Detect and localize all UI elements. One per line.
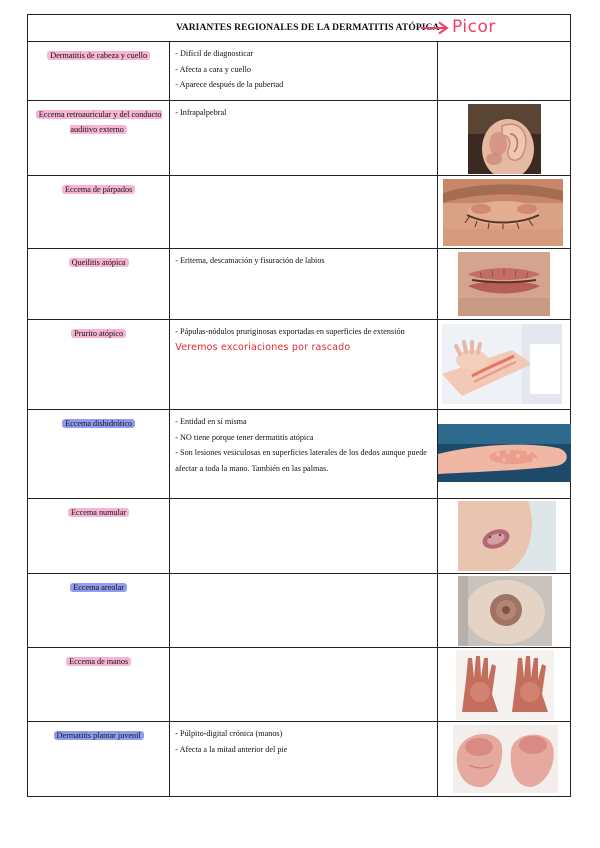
table-row <box>28 410 571 499</box>
variant-name: Eccema de manos <box>66 657 131 666</box>
detail-item: - Eritema, descamación y fisuración de labios <box>175 256 325 265</box>
cheilitis-photo <box>458 252 550 316</box>
variant-name: Prurito atópico <box>71 329 126 338</box>
variant-details <box>170 320 436 340</box>
variant-details <box>170 410 436 476</box>
plantar-dermatitis-photo <box>453 725 558 793</box>
variant-details <box>170 722 436 757</box>
document-page <box>27 14 571 797</box>
detail-item: - Infrapalpebral <box>175 108 227 117</box>
variant-name: Eccema de párpados <box>62 185 135 194</box>
arrow-icon <box>420 21 450 35</box>
detail-item: - Púlpito-digital crónica (manos) <box>175 729 283 738</box>
dyshidrotic-finger-photo <box>438 424 571 482</box>
detail-item: - Afecta a cara y cuello <box>175 64 251 74</box>
variant-name: Eccema retroauricular y del conducto auditivo externo <box>36 110 162 134</box>
variant-name: Queilitis atópica <box>69 258 129 267</box>
variant-details <box>170 101 436 121</box>
table-row <box>28 249 571 320</box>
detail-item: - Son lesiones vesiculosas en superficies laterales de los dedos aunque puede afectar a toda la mano. También en las palmas. <box>175 448 427 473</box>
variant-name: Eccema numular <box>68 508 129 517</box>
table-row <box>28 101 571 176</box>
variant-name: Eccema areolar <box>70 583 127 592</box>
title-row <box>28 15 571 42</box>
table-row <box>28 320 571 410</box>
table-row <box>28 574 571 648</box>
regional-variants-table <box>27 14 571 797</box>
picor-annotation: Picor <box>452 17 496 37</box>
handwritten-note: Veremos excoriaciones por rascado <box>175 341 351 353</box>
scratching-arm-photo <box>442 324 562 404</box>
areolar-eczema-photo <box>458 576 552 646</box>
detail-item: - Aparece después de la pubertad <box>175 80 284 89</box>
variant-name: Dermatitis de cabeza y cuello <box>47 51 150 60</box>
detail-item: - Difícil de diagnosticar <box>175 49 254 58</box>
table-row <box>28 722 571 797</box>
table-row <box>28 648 571 722</box>
detail-item: - Afecta a la mitad anterior del pie <box>175 744 288 754</box>
variant-name: Eccema dishidrótico <box>62 419 135 428</box>
nummular-eczema-photo <box>458 501 556 571</box>
detail-item: - Pápulas-nódulos pruriginosas exportadas en superficies de extensión <box>175 327 405 336</box>
eyelid-eczema-photo <box>443 179 563 246</box>
table-title: VARIANTES REGIONALES DE LA DERMATITIS ATÓPICA <box>176 23 440 33</box>
variant-name: Dermatitis plantar juvenil <box>54 731 144 740</box>
variant-details <box>170 249 436 269</box>
detail-item: - Entidad en sí misma <box>175 417 247 426</box>
variant-details <box>170 42 436 93</box>
table-row <box>28 42 571 101</box>
hand-eczema-photo <box>456 650 554 720</box>
ear-eczema-photo <box>468 104 541 174</box>
table-row <box>28 499 571 574</box>
detail-item: - NO tiene porque tener dermatitis atópica <box>175 432 314 442</box>
table-row <box>28 176 571 249</box>
